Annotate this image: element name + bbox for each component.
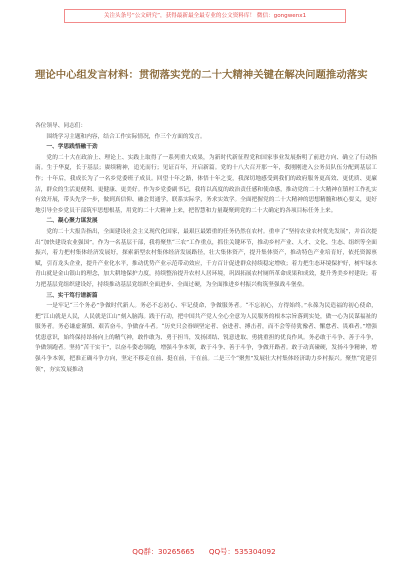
section-3-paragraph: 一是牢记“三个务必”争做时代新人。务必不忘初心、牢记使命，争做服务者。“不忘初心，方得始终。”永葆为民造福的初心使命，把“江山就是人民，人民就是江山”刻入脑海。践于行动，把中国共产党人全心全意为人民服务的根本宗旨落到实处，做一心为民谋福祉的服务者。务必谦虚谨慎、艰苦奋斗，争做奋斗者。“历史只会眷顾坚定者、奋进者、搏击者，而不会等待犹豫者、懈怠者、畏难者。”增强忧患意识，始终保持昂扬向上的精气神，敢作敢为、勇于担当，发扬团结、锐意进取、勇挑重担的优良作风。务必敢于斗争、善于斗争，争做领跑者。坚持“苦干实干”，以奋斗姿态领跑，增强斗争本领，敢于斗争、善于斗争，争做开路者。敢于动真碰硬，发扬斗争精神，增强斗争本领，把准正确斗争方向，坚定不移走在前、挺在前，干在前。二是三个“聚焦”发展壮大村集体经济助力乡村振兴。聚焦“党建引领”，夯实发展推动: [35, 303, 377, 373]
section-heading-2: 二、凝心聚力谋发展: [46, 218, 98, 225]
intro-paragraph: 围绕学习主题和内容，结合工作实际情况，作三个方面的发言。: [46, 133, 206, 140]
footer-contact: [0, 547, 408, 557]
section-heading-1: 一、学思践悟融干劲: [46, 144, 98, 151]
footer-qq-group: QQ群：30265665: [132, 547, 195, 556]
greeting: 各位领导、同志们：: [35, 123, 87, 129]
document-body: [35, 121, 377, 375]
footer-qq-number: QQ号：535304092: [208, 547, 276, 556]
document-title: 理论中心组发言材料：贯彻落实党的二十大精神关键在解决问题推动落实: [35, 69, 368, 81]
section-heading-3: 三、实干笃行谱新篇: [46, 292, 98, 299]
section-2-paragraph: 党的二十大报告指出，全面建设社会主义现代化国家，最艰巨最繁重的任务仍然在农村。重申了“坚持农业农村优先发展”，并首次提出“加快建设农业强国”。作为一名基层干部，我将聚焦“三农”工作重点，抓住关键环节，推动乡村产业、人才、文化、生态、组织等全面振兴，着力把村集体经济发展好，探索新型农村集体经济发展路径，壮大集体资产，提升集体资产，推动特色产业培育好，依托资源禀赋，引育龙头企业，提升产业化水平，推动优势产业示范带动效应，千方百计促进群众持续稳定增收；着力把生态环境保护好，树牢绿水青山就是金山银山的理念，加大耕地保护力度，持续整治提升农村人居环境，巩固拓展农村厕所革命成果和成效，提升秀美乡村建设；着力把基层党组织建设好，持续推动基层党组织全面进步、全面过硬，为全面推进乡村振兴构筑坚强战斗堡垒。: [35, 228, 377, 288]
section-1-paragraph: 党的二十大在政治上、理论上、实践上取得了一系列重大成果，为新时代新征程党和国家事业发展指明了前进方向、确立了行动指南。生于华夏，长于基层；赓续精神，追光而行；见证百年，开启新篇。党的十八大召开那一年，我刚刚进入公务员队伍分配到基层工作；十年后，我成长为了一名乡党委班子成员。回望十年之路，体悟十年之变，我深切地感受到我们的政府服务更高效、更优质、更廉洁，群众的生活更便利、更健康、更美好。作为乡党委副书记，我将以高度的政治责任感和使命感，推动党的二十大精神在镇村工作扎实有效开展，带头先学一步，做到真信仰、融会贯通学，联系实际学，务求实效学。全面把握党的二十大精神的思想精髓和核心要义，更好地引导全乡党员干部筑牢思想根基，用党的二十大精神上来，把智慧和力量凝聚到党的二十大确定的各项目标任务上来。: [35, 154, 377, 214]
header-banner: 关注头条号“公文研究”，获得最新最全最专业的公文资料库！ 微信：gongwenx1: [64, 9, 346, 23]
